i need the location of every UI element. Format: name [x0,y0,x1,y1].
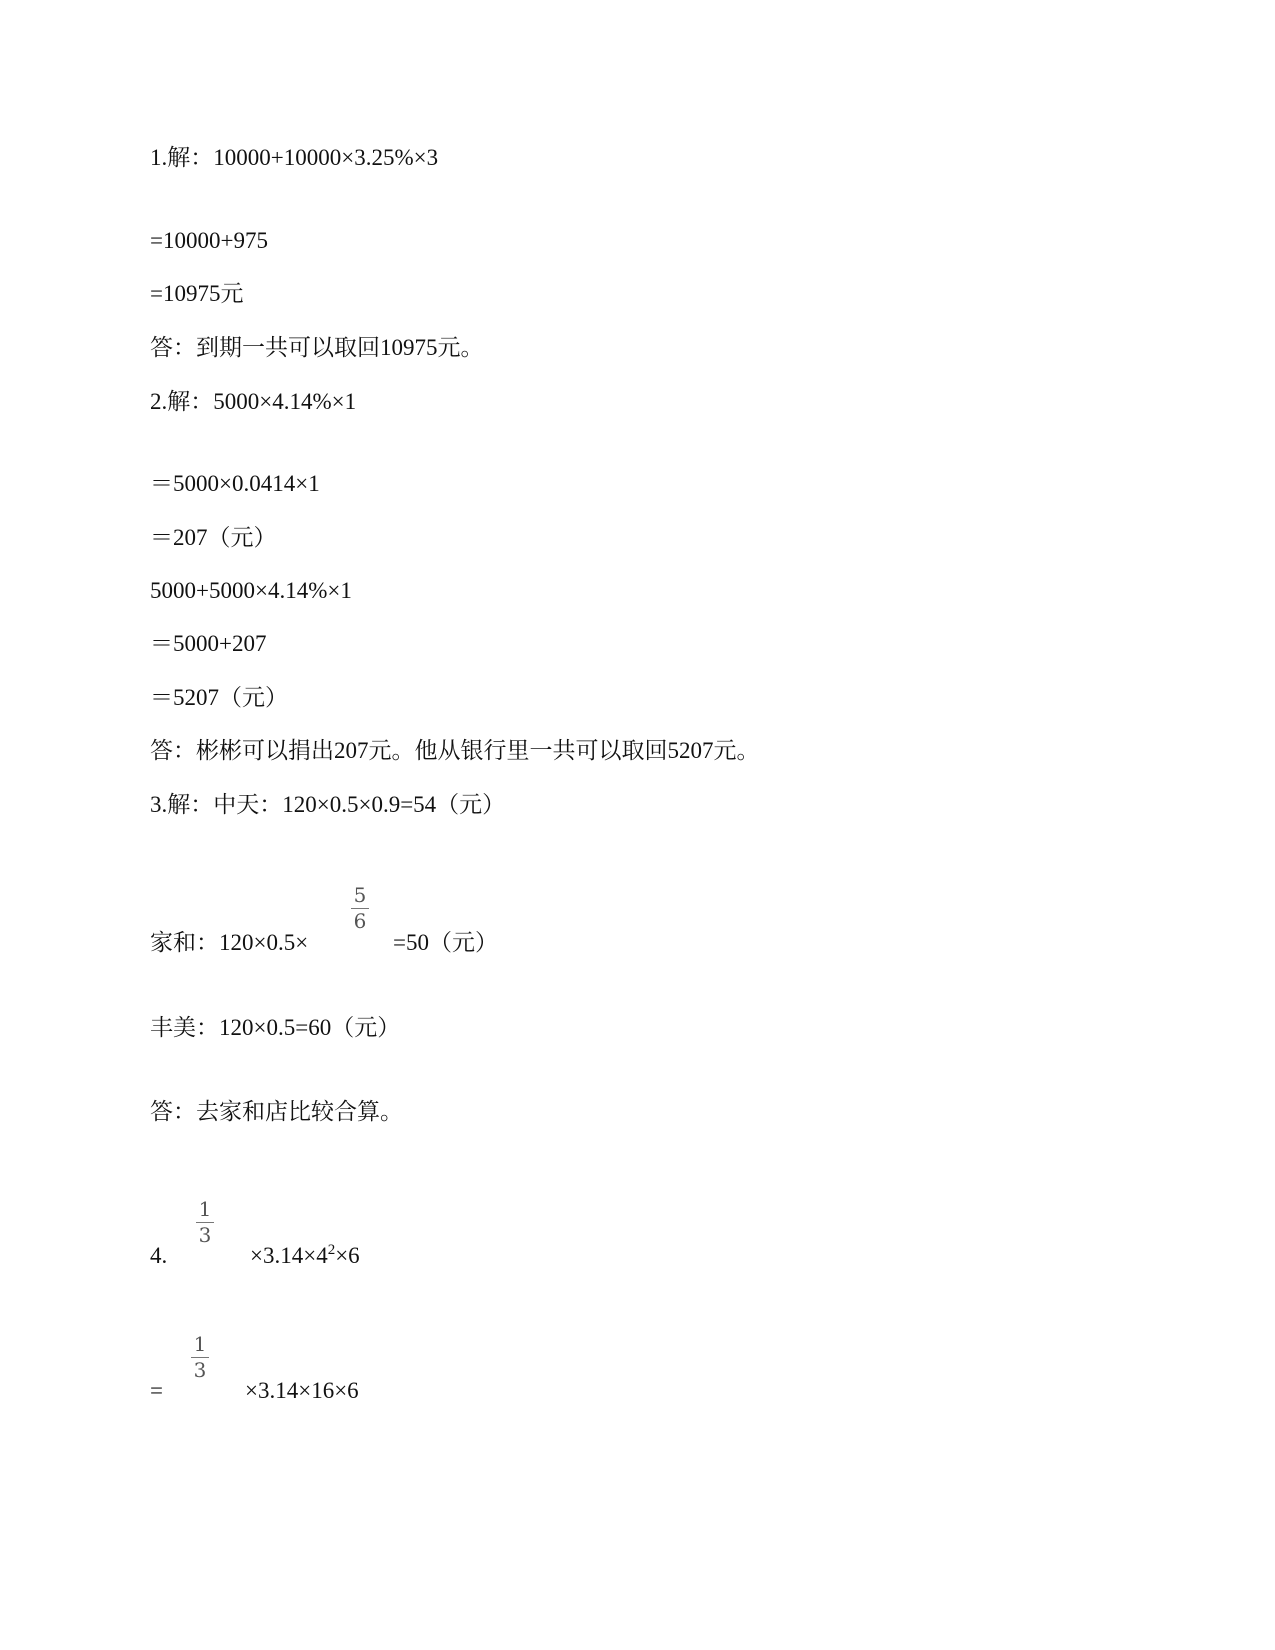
fraction-denominator: 3 [198,1223,212,1247]
q4-expression-tail: ×6 [335,1243,360,1268]
fraction-one-third [188,1333,212,1381]
fraction-denominator: 6 [353,909,367,933]
fraction-denominator: 3 [193,1358,207,1382]
q2-step-1: ＝5000×0.0414×1 [150,471,320,496]
exponent: 2 [327,1242,336,1258]
fraction-one-third [193,1198,217,1246]
q2-solution-line: 2.解：5000×4.14%×1 [150,389,357,414]
q3-fengmei-line: 丰美：120×0.5=60（元） [150,1015,401,1040]
q3-solution-zhongtian: 3.解：中天：120×0.5×0.9=54（元） [150,792,506,817]
q4-expression-2: ×3.14×16×6 [245,1378,359,1403]
q4-expression [250,1242,360,1270]
fraction-numerator: 1 [193,1332,207,1356]
q2-step-5: ＝5207（元） [150,685,288,710]
q4-number: 4. [150,1243,168,1268]
fraction-numerator: 5 [353,883,367,907]
q1-solution-line: 1.解：10000+10000×3.25%×3 [150,145,439,170]
q2-step-2: ＝207（元） [150,525,277,550]
q1-answer: 答：到期一共可以取回10975元。 [150,335,484,360]
q2-step-3: 5000+5000×4.14%×1 [150,578,352,603]
q1-step-1: =10000+975 [150,228,268,253]
q3-jiahe-result: =50（元） [393,930,498,955]
fraction-five-sixths [348,884,372,932]
q2-answer: 答：彬彬可以捐出207元。他从银行里一共可以取回5207元。 [150,738,760,763]
q3-jiahe-prefix: 家和：120×0.5× [150,930,309,955]
q4-expression-main: ×3.14×4 [250,1243,328,1268]
q1-step-2: =10975元 [150,281,244,306]
q2-step-4: ＝5000+207 [150,631,267,656]
q4-equals: = [150,1378,163,1403]
fraction-numerator: 1 [198,1197,212,1221]
q3-answer: 答：去家和店比较合算。 [150,1099,403,1124]
